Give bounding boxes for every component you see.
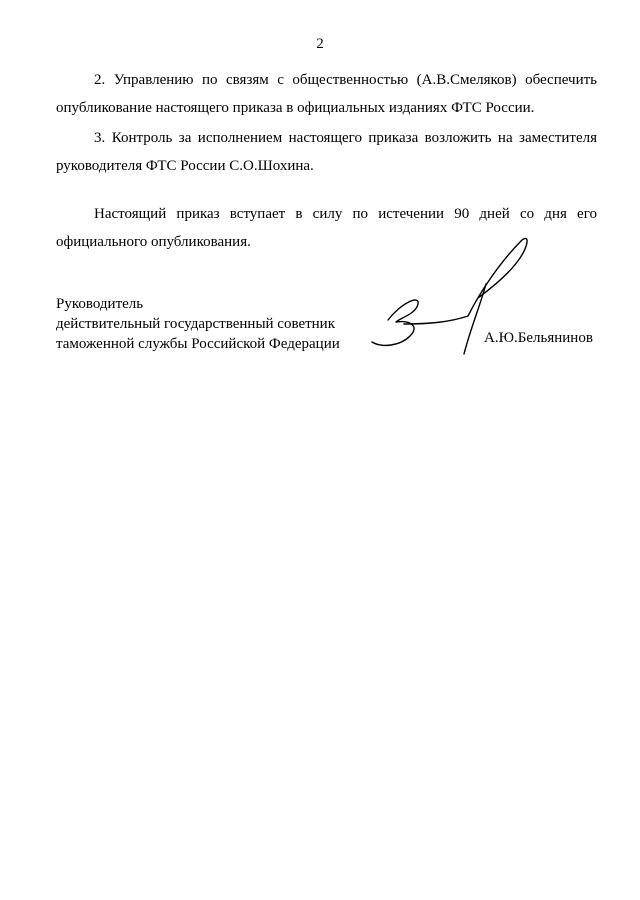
paragraph-line: руководителя ФТС России С.О.Шохина. (56, 158, 314, 174)
signatory-title-line: действительный государственный советник (56, 316, 336, 332)
handwritten-signature (360, 232, 540, 372)
paragraph-2 (56, 66, 597, 122)
paragraph-line: 2. Управлению по связям с общественностью (А.В.Смеляков) обеспечить (94, 72, 597, 88)
signatory-title-line: таможенной службы Российской Федерации (56, 336, 340, 352)
paragraph-line: 3. Контроль за исполнением настоящего приказа возложить на заместителя (94, 130, 597, 146)
signer-name: А.Ю.Бельянинов (484, 330, 593, 346)
page-number: 2 (316, 36, 324, 52)
paragraph-line: официального опубликования. (56, 234, 251, 250)
signatory-title-line: Руководитель (56, 296, 144, 312)
paragraph-line: Настоящий приказ вступает в силу по истечении 90 дней со дня его (94, 206, 597, 222)
paragraph-3 (56, 124, 597, 180)
paragraph-line: опубликование настоящего приказа в официальных изданиях ФТС России. (56, 100, 535, 116)
signatory-title (56, 294, 340, 354)
